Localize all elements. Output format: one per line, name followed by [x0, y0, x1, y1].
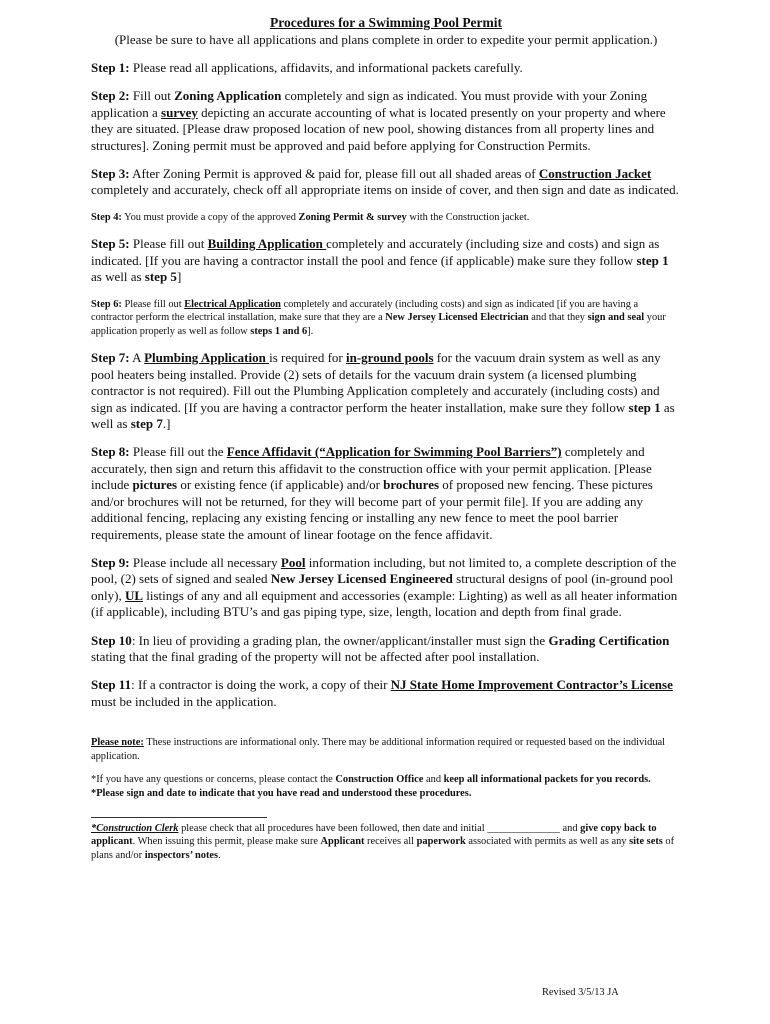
document-subtitle: (Please be sure to have all applications and plans complete in order to expedite your permit application.): [114, 32, 658, 47]
step-4-label: Step 4:: [91, 211, 122, 223]
revision-note: Revised 3/5/13 JA: [542, 987, 619, 998]
step-7-label: Step 7:: [91, 350, 130, 366]
step-reference: steps 1 and 6: [250, 325, 308, 337]
step-reference: step 7: [130, 416, 163, 432]
document-page: [91, 14, 681, 862]
step-4-text: with the Construction jacket.: [406, 211, 530, 223]
step-6: [91, 298, 681, 339]
inspectors-notes-term: inspectors’ notes: [144, 849, 219, 861]
step-1-label: Step 1:: [91, 60, 130, 75]
keep-packets-term: keep all informational packets for you records.: [443, 774, 651, 786]
zoning-permit-survey-term: Zoning Permit & survey: [298, 211, 407, 223]
step-5-text: completely and accurately (including size and costs) and sign as indicated. [If you are having a contractor install the pool and fence (if applicable) make sure they follow: [91, 236, 660, 268]
clerk-text: . When issuing this permit, please make sure: [132, 836, 321, 848]
step-7-text: .]: [162, 416, 171, 432]
give-copy-back-term: give copy back to applicant: [91, 822, 657, 848]
step-2-text: depicting an accurate accounting of what is located presently on your property and where they are situated. [Please draw proposed location of new pool, showing distances from all property lines and structures]. Zoning permit must be approved and paid before applying for Construction Permits.: [91, 104, 666, 153]
contact-text: *If you have any questions or concerns, please contact the: [91, 774, 336, 786]
step-9-text: listings of any and all equipment and accessories (example: Lighting) as well as all heater information (if applicable), including BTU’s and gas piping type, size, length, location and depth from final grade.: [91, 587, 678, 620]
clerk-text: receives all: [364, 836, 417, 848]
plumbing-application-term: Plumbing Application: [144, 350, 270, 366]
contact-text: and: [423, 774, 444, 786]
step-10: [91, 633, 681, 666]
construction-office-term: Construction Office: [335, 774, 424, 786]
in-ground-pools-term: in-ground pools: [345, 350, 434, 366]
brochures-term: brochures: [383, 477, 440, 493]
step-6-text: completely and accurately (including costs) and sign as indicated [if you are having a contractor perform the electrical installation, make sure that they are a: [91, 298, 639, 324]
clerk-text: .: [218, 849, 221, 861]
step-5-text: as well as: [91, 269, 145, 285]
building-application-term: Building Application: [207, 236, 327, 252]
step-reference: step 1: [628, 399, 661, 415]
step-10-text: stating that the final grading of the property will not be affected after pool installation.: [91, 648, 540, 664]
separator-line: [91, 817, 267, 818]
nj-contractor-license-term: NJ State Home Improvement Contractor’s License: [390, 677, 673, 693]
please-note: [91, 736, 681, 763]
please-note-label: Please note:: [91, 737, 144, 749]
step-5: [91, 236, 681, 285]
step-9-text: structural designs of pool (in-ground pool only),: [91, 571, 674, 603]
step-1-text: Please read all applications, affidavits, and informational packets carefully.: [129, 60, 523, 75]
step-4-text: You must provide a copy of the approved: [121, 211, 299, 223]
clerk-text: associated with permits as well as any: [465, 836, 630, 848]
step-9-text: Please include all necessary: [129, 554, 281, 570]
clerk-note: [91, 822, 681, 863]
step-6-text: ].: [307, 325, 314, 337]
step-3-text: After Zoning Permit is approved & paid for, please fill out all shaded areas of: [129, 166, 539, 182]
fence-affidavit-term: Fence Affidavit (“Application for Swimming Pool Barriers”): [226, 444, 562, 460]
step-11-text: must be included in the application.: [91, 693, 277, 709]
nj-licensed-engineered-term: New Jersey Licensed Engineered: [270, 571, 453, 587]
step-9: [91, 555, 681, 621]
step-8-text: or existing fence (if applicable) and/or: [177, 477, 384, 493]
step-6-text: Please fill out: [121, 298, 185, 310]
step-6-label: Step 6:: [91, 298, 122, 310]
please-note-text: These instructions are informational only. There may be additional information required or requested based on the individual application.: [91, 737, 666, 762]
step-reference: step 1: [636, 252, 669, 268]
step-4: [91, 211, 681, 225]
paperwork-term: paperwork: [416, 836, 466, 848]
pictures-term: pictures: [132, 477, 178, 493]
step-10-text: : In lieu of providing a grading plan, the owner/applicant/installer must sign the: [131, 632, 549, 648]
step-9-label: Step 9:: [91, 554, 130, 570]
construction-jacket-term: Construction Jacket: [538, 166, 652, 182]
step-1: [91, 60, 681, 76]
step-6-text: your application properly as well as follow: [91, 312, 666, 337]
survey-term: survey: [161, 104, 198, 120]
step-2-label: Step 2:: [91, 88, 130, 104]
construction-clerk-label: *Construction Clerk: [91, 822, 179, 834]
contact-note: [91, 773, 681, 787]
step-3: [91, 166, 681, 199]
step-8: [91, 444, 681, 542]
clerk-text: please check that all procedures have been followed, then date and initial ______________ and: [178, 822, 581, 834]
step-reference: step 5: [144, 269, 177, 285]
step-2-text: Fill out: [129, 88, 175, 104]
document-title: Procedures for a Swimming Pool Permit: [269, 15, 503, 30]
sign-date-note: *Please sign and date to indicate that you have read and understood these procedures.: [91, 787, 472, 799]
step-7: [91, 350, 681, 432]
step-7-text: is required for: [269, 350, 346, 366]
step-5-text: Please fill out: [129, 236, 208, 252]
pool-term: Pool: [280, 554, 306, 570]
step-8-text: completely and accurately, then sign and return this affidavit to the construction office with your permit application. [Please include: [91, 444, 652, 493]
step-8-text: Please fill out the: [129, 444, 227, 460]
sign-and-seal-term: sign and seal: [587, 312, 645, 324]
step-6-text: and that they: [528, 312, 588, 324]
step-7-text: as well as: [91, 399, 675, 432]
step-2-text: completely and sign as indicated. You must provide with your Zoning application a: [91, 88, 648, 120]
site-sets-term: site sets: [629, 836, 663, 848]
step-10-label: Step 10: [91, 632, 132, 648]
step-3-text: completely and accurately, check off all appropriate items on inside of cover, and then sign and date as indicated.: [91, 182, 679, 198]
applicant-term: Applicant: [320, 836, 365, 848]
clerk-text: of plans and/or: [91, 836, 675, 861]
step-2: [91, 88, 681, 154]
step-5-text: ]: [176, 269, 182, 285]
nj-licensed-electrician-term: New Jersey Licensed Electrician: [385, 312, 529, 324]
grading-certification-term: Grading Certification: [548, 632, 670, 648]
step-11-label: Step 11: [91, 677, 132, 693]
step-8-text: of proposed new fencing. These pictures and/or brochures will not be returned, for they will become part of your permit file]. If you are adding any additional fencing, replacing any existing fencing or installing any new fence to meet the pool barrier requirements, please state the amount of linear footage on the fence affidavit.: [91, 477, 653, 542]
step-11-text: : If a contractor is doing the work, a copy of their: [131, 677, 391, 693]
step-7-text: for the vacuum drain system as well as any pool heaters being installed. Provide (2) sets of details for the vacuum drain system (a licensed plumbing contractor is not required). Fill out the Plumbing Application completely and accurately (including costs) and sign as indicated. [If you are having a contractor perform the heater installation, make sure they follow: [91, 350, 661, 415]
step-3-label: Step 3:: [91, 166, 130, 182]
step-11: [91, 677, 681, 710]
step-5-label: Step 5:: [91, 236, 130, 252]
step-8-label: Step 8:: [91, 444, 130, 460]
zoning-application-term: Zoning Application: [174, 88, 282, 104]
step-9-text: information including, but not limited to, a complete description of the pool, (2) sets of signed and sealed: [91, 554, 677, 587]
ul-term: UL: [124, 587, 144, 603]
step-7-text: A: [129, 350, 145, 366]
electrical-application-term: Electrical Application: [184, 298, 281, 310]
